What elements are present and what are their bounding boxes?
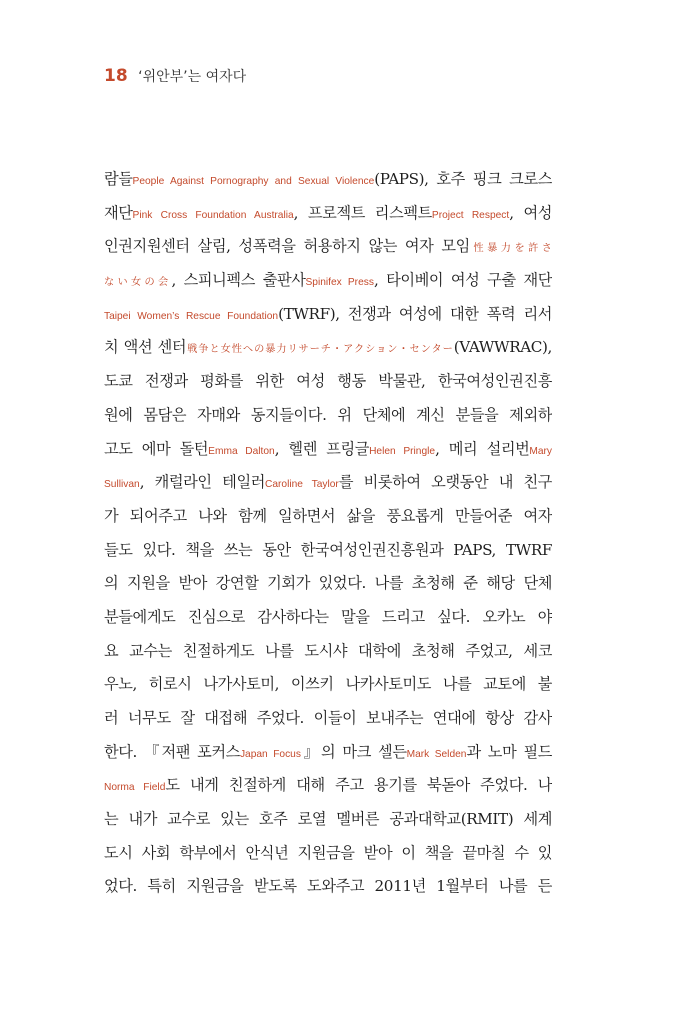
text-segment: 분들에게도 진심으로 감사하다는 말을 드리고 싶다. 오카노 야 xyxy=(104,607,552,626)
original-term-gloss: Spinifex Press xyxy=(305,277,374,289)
text-segment: 도시 사회 학부에서 안식년 지원금을 받아 이 책을 끝마칠 수 있 xyxy=(104,843,552,862)
original-term-gloss: 戦争と女性への暴力リサーチ・アクション・センター xyxy=(186,344,454,356)
text-line xyxy=(104,635,552,669)
text-line xyxy=(104,298,552,332)
text-segment: , 메리 설리번 xyxy=(435,439,530,458)
text-line xyxy=(104,399,552,433)
text-line xyxy=(104,500,552,534)
running-head xyxy=(104,66,246,86)
text-line xyxy=(104,163,552,197)
text-segment: (VAWWRAC), xyxy=(453,338,552,357)
text-segment: 』의 마크 셀든 xyxy=(300,742,407,761)
text-segment: 람들 xyxy=(104,170,133,188)
text-segment: , 스피니펙스 출판사 xyxy=(171,271,306,290)
text-segment: 인권지원센터 살림, 성폭력을 허용하지 않는 여자 모임 xyxy=(104,237,470,256)
text-line xyxy=(104,803,552,837)
text-segment: 과 노마 필드 xyxy=(466,742,552,761)
text-segment: 요 교수는 친절하게도 나를 도시샤 대학에 초청해 주었고, 세코 xyxy=(104,641,552,660)
text-line xyxy=(104,331,552,365)
text-line xyxy=(104,736,552,770)
text-segment: 의 지원을 받아 강연할 기회가 있었다. 나를 초청해 준 해당 단체 xyxy=(104,574,552,593)
original-term-gloss: Mark Selden xyxy=(406,748,467,760)
text-line xyxy=(104,567,552,601)
original-term-gloss: Pink Cross Foundation Australia xyxy=(132,209,294,221)
text-segment: 도 내게 친절하게 대해 주고 용기를 북돋아 주었다. 나 xyxy=(165,776,552,795)
running-title: ‘위안부’는 여자다 xyxy=(138,69,247,85)
text-segment: 러 너무도 잘 대접해 주었다. 이들이 보내주는 연대에 항상 감사 xyxy=(104,709,552,727)
text-segment: (PAPS), 호주 핑크 크로스 xyxy=(374,170,552,188)
text-segment: , 캐럴라인 테일러 xyxy=(139,473,265,492)
text-segment: , 프로젝트 리스펙트 xyxy=(293,203,432,222)
text-segment: (TWRF), 전쟁과 여성에 대한 폭력 리서 xyxy=(278,304,552,323)
text-line xyxy=(104,365,552,399)
original-term-gloss: Emma Dalton xyxy=(208,445,275,457)
text-segment: 가 되어주고 나와 함께 일하면서 삶을 풍요롭게 만들어준 여자 xyxy=(104,506,552,525)
text-line xyxy=(104,264,552,298)
text-segment: , 여성 xyxy=(509,203,552,222)
original-term-gloss: ない女の会 xyxy=(104,277,172,289)
original-term-gloss: Norma Field xyxy=(104,782,166,794)
text-line xyxy=(104,466,552,500)
text-line xyxy=(104,601,552,635)
body-text xyxy=(104,163,552,904)
text-segment: 고도 에마 돌턴 xyxy=(104,439,209,458)
text-segment: 한다. 『저팬 포커스 xyxy=(104,742,240,761)
text-segment: , 타이베이 여성 구출 재단 xyxy=(373,271,552,290)
text-line xyxy=(104,668,552,702)
text-segment: 는 내가 교수로 있는 호주 로열 멜버른 공과대학교(RMIT) 세계 xyxy=(104,810,552,829)
text-segment: 재단 xyxy=(104,203,133,222)
text-segment: 도쿄 전쟁과 평화를 위한 여성 행동 박물관, 한국여성인권진흥 xyxy=(104,372,552,391)
original-term-gloss: Taipei Women’s Rescue Foundation xyxy=(104,310,279,322)
page-number: 18 xyxy=(104,66,128,86)
text-segment: 우노, 히로시 나가사토미, 이쓰키 나카사토미도 나를 교토에 불 xyxy=(104,675,552,694)
original-term-gloss: Japan Focus xyxy=(239,748,301,760)
original-term-gloss: People Against Pornography and Sexual Violence xyxy=(132,176,375,187)
text-segment: 원에 몸담은 자매와 동지들이다. 위 단체에 계신 분들을 제외하 xyxy=(104,405,552,424)
original-term-gloss: Caroline Taylor xyxy=(264,479,339,491)
text-segment: 었다. 특히 지원금을 받도록 도와주고 2011년 1월부터 나를 든 xyxy=(104,877,552,896)
original-term-gloss: Mary xyxy=(529,445,552,457)
text-line xyxy=(104,702,552,736)
text-segment: 들도 있다. 책을 쓰는 동안 한국여성인권진흥원과 PAPS, TWRF xyxy=(104,540,552,559)
original-term-gloss: Sullivan xyxy=(104,479,140,491)
original-term-gloss: Helen Pringle xyxy=(369,445,436,457)
text-line xyxy=(104,837,552,871)
original-term-gloss: Project Respect xyxy=(431,209,510,221)
text-segment: 를 비롯하여 오랫동안 내 친구 xyxy=(338,473,552,492)
text-line xyxy=(104,870,552,904)
text-line xyxy=(104,197,552,231)
text-segment: , 헬렌 프링글 xyxy=(274,439,370,458)
text-line xyxy=(104,534,552,568)
text-line xyxy=(104,433,552,467)
text-segment: 치 액션 센터 xyxy=(104,338,187,357)
text-line xyxy=(104,769,552,803)
text-line xyxy=(104,230,552,264)
original-term-gloss: 性暴力を許さ xyxy=(469,243,552,255)
